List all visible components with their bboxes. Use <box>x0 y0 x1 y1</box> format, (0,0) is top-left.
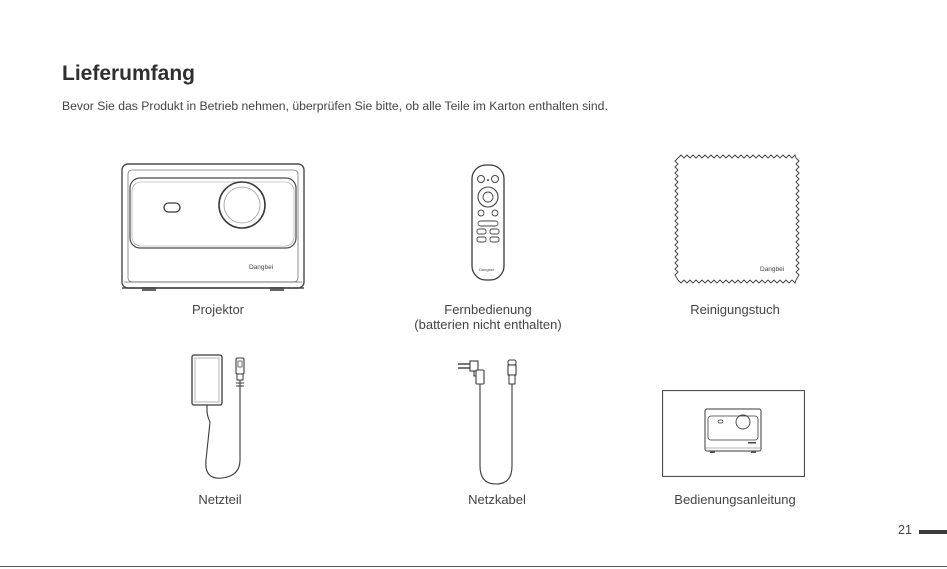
remote-control-icon <box>470 163 506 283</box>
item-cable <box>450 356 530 488</box>
caption-projector: Projektor <box>191 302 245 317</box>
power-cable-icon <box>450 356 530 488</box>
page-title: Lieferumfang <box>62 62 196 85</box>
item-cloth <box>672 152 802 286</box>
projector-icon <box>118 160 312 296</box>
user-manual-icon <box>662 390 805 477</box>
bottom-rule <box>0 566 947 567</box>
item-adapter <box>188 350 258 486</box>
page-number: 21 <box>898 523 912 537</box>
remote-label: Fernbedienung <box>444 302 532 317</box>
caption-manual: Bedienungsanleitung <box>674 492 796 507</box>
intro-text: Bevor Sie das Produkt in Betrieb nehmen, überprüfen Sie bitte, ob alle Teile im Karton enthalten sind. <box>62 99 608 113</box>
caption-remote <box>414 302 561 332</box>
item-remote <box>470 163 506 283</box>
power-adapter-icon <box>188 350 258 486</box>
remote-brand: Dangbei <box>479 267 494 272</box>
cloth-brand: Dangbei <box>760 266 785 273</box>
caption-cloth: Reinigungstuch <box>690 302 780 317</box>
page-number-bar <box>919 530 947 534</box>
caption-adapter: Netzteil <box>198 492 242 507</box>
item-manual <box>662 390 805 477</box>
item-projector <box>118 160 312 296</box>
caption-cable: Netzkabel <box>468 492 526 507</box>
remote-sublabel: (batterien nicht enthalten) <box>414 317 562 332</box>
projector-brand: Dangbei <box>249 264 274 271</box>
